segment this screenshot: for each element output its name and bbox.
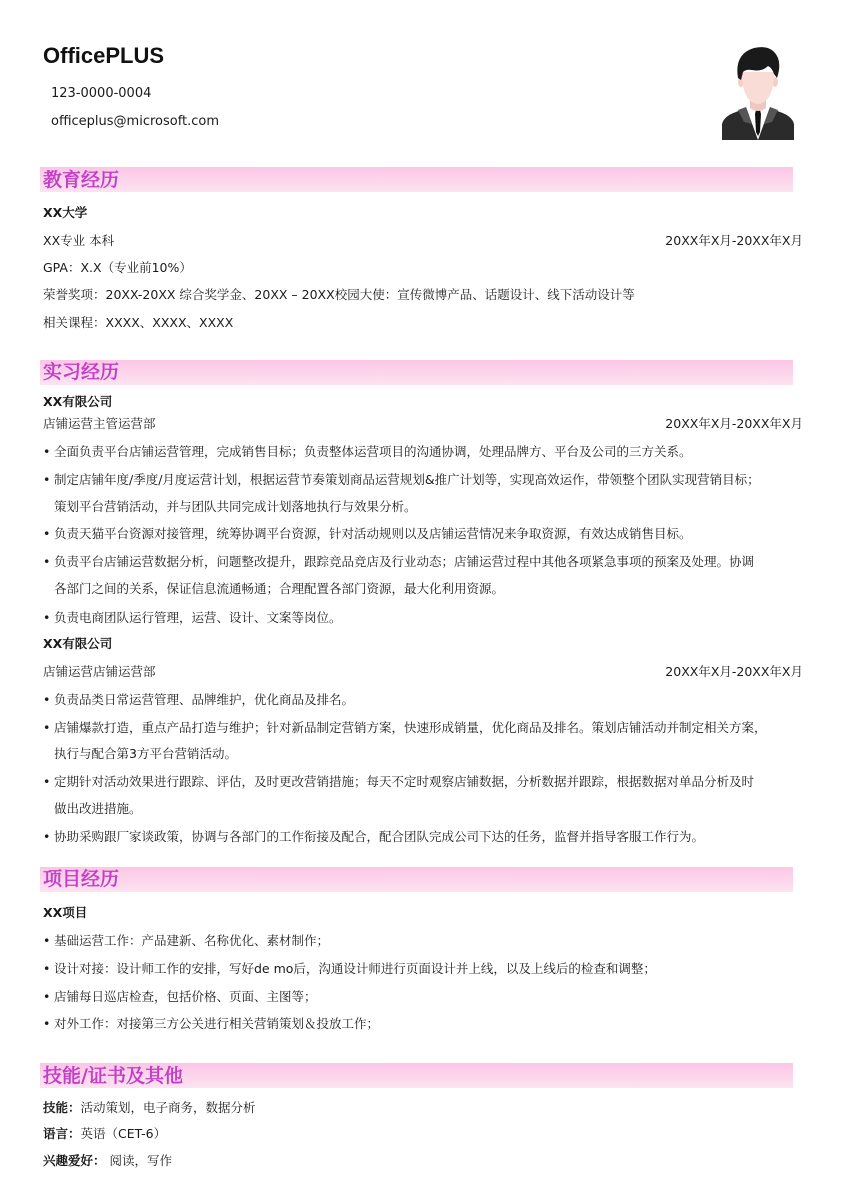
hobby-value: 阅读，写作 — [105, 1153, 172, 1168]
gpa: GPA：X.X（专业前10%） — [43, 260, 192, 275]
projects-section-title: 项目经历 — [43, 868, 120, 890]
education-date: 20XX年X月-20XX年X月 — [665, 233, 803, 248]
bullet-dot-icon: • — [43, 444, 51, 459]
education-section-bar — [40, 167, 793, 192]
project-bullet: • 基础运营工作：产品建新、名称优化、素材制作； — [43, 933, 330, 948]
company-name: XX有限公司 — [43, 636, 113, 651]
job-bullet: • 定期针对活动效果进行跟踪、评估，及时更改营销措施；每天不定时观察店铺数据，分析数据并跟踪，根据数据对单品分析及时 — [43, 774, 755, 789]
project-bullet: • 店铺每日巡店检查，包括价格、页面、主图等； — [43, 989, 317, 1004]
job-bullet: • 协助采购跟厂家谈政策，协调与各部门的工作衔接及配合，配合团队完成公司下达的任务，监督并指导客服工作行为。 — [43, 829, 705, 844]
job-bullet: • 全面负责平台店铺运营管理，完成销售目标；负责整体运营项目的沟通协调，处理品牌方、平台及公司的三方关系。 — [43, 444, 692, 459]
avatar — [722, 44, 794, 140]
bullet-dot-icon: • — [43, 720, 51, 735]
skill-line — [43, 1102, 256, 1115]
job-bullet: • 负责品类日常运营管理、品牌维护，优化商品及排名。 — [43, 692, 355, 707]
job-bullet: • 负责电商团队运行管理，运营、设计、文案等岗位。 — [43, 610, 342, 625]
skill-value: 活动策划，电子商务，数据分析 — [80, 1100, 256, 1115]
major-degree: XX专业 本科 — [43, 233, 115, 248]
education-section-title: 教育经历 — [43, 169, 120, 191]
job-role: 店铺运营店铺运营部 — [43, 664, 156, 679]
job-bullet: • 负责天猫平台资源对接管理，统筹协调平台资源，针对活动规则以及店铺运营情况来争取资源，有效达成销售目标。 — [43, 526, 692, 541]
language-line — [43, 1128, 166, 1141]
courses: 相关课程：XXXX、XXXX、XXXX — [43, 315, 234, 330]
bullet-dot-icon: • — [43, 961, 51, 976]
job-bullet-continuation: 各部门之间的关系，保证信息流通畅通；合理配置各部门资源，最大化利用资源。 — [54, 581, 505, 596]
bullet-dot-icon: • — [43, 774, 51, 789]
job-date: 20XX年X月-20XX年X月 — [665, 416, 803, 431]
hobby-label: 兴趣爱好： — [43, 1153, 106, 1168]
school-name: XX大学 — [43, 205, 88, 220]
skill-label: 技能： — [43, 1100, 81, 1115]
job-bullet: • 制定店铺年度/季度/月度运营计划，根据运营节奏策划商品运营规划&推广计划等，实现高效运作，带领整个团队实现营销目标； — [43, 472, 760, 487]
bullet-dot-icon: • — [43, 933, 51, 948]
hobby-line — [43, 1155, 172, 1168]
job-bullet: • 负责平台店铺运营数据分析，问题整改提升，跟踪竞品竞店及行业动态；店铺运营过程中其他各项紧急事项的预案及处理。协调 — [43, 554, 755, 569]
project-bullet: • 对外工作：对接第三方公关进行相关营销策划＆投放工作； — [43, 1016, 380, 1031]
male-avatar-icon — [722, 44, 794, 140]
language-label: 语言： — [43, 1126, 81, 1141]
skills-section-title: 技能/证书及其他 — [43, 1065, 183, 1087]
job-bullet-continuation: 执行与配合第3方平台营销活动。 — [54, 746, 237, 761]
project-bullet: • 设计对接：设计师工作的安排，写好de mo后，沟通设计师进行页面设计并上线，以及上线后的检查和调整； — [43, 961, 656, 976]
job-bullet: • 店铺爆款打造，重点产品打造与维护；针对新品制定营销方案，快速形成销量，优化商品及排名。策划店铺活动并制定相关方案， — [43, 720, 767, 735]
bullet-dot-icon: • — [43, 989, 51, 1004]
bullet-dot-icon: • — [43, 526, 51, 541]
projects-section-bar — [40, 867, 793, 892]
bullet-dot-icon: • — [43, 472, 51, 487]
bullet-dot-icon: • — [43, 692, 51, 707]
bullet-dot-icon: • — [43, 1016, 51, 1031]
email-address: officeplus@microsoft.com — [51, 114, 220, 129]
job-role: 店铺运营主管运营部 — [43, 416, 156, 431]
bullet-dot-icon: • — [43, 554, 51, 569]
language-value: 英语（CET-6） — [80, 1126, 167, 1141]
bullet-dot-icon: • — [43, 829, 51, 844]
honors: 荣誉奖项：20XX-20XX 综合奖学金、20XX – 20XX校园大使：宣传微博产品、话题设计、线下活动设计等 — [43, 287, 635, 302]
job-date: 20XX年X月-20XX年X月 — [665, 664, 803, 679]
company-name: XX有限公司 — [43, 394, 113, 409]
project-name: XX项目 — [43, 905, 88, 920]
internship-section-bar — [40, 360, 793, 385]
bullet-dot-icon: • — [43, 610, 51, 625]
internship-section-title: 实习经历 — [43, 361, 120, 383]
job-bullet-continuation: 做出改进措施。 — [54, 801, 142, 816]
phone-number: 123-0000-0004 — [51, 86, 152, 101]
job-bullet-continuation: 策划平台营销活动，并与团队共同完成计划落地执行与效果分析。 — [54, 499, 417, 514]
candidate-name: OfficePLUS — [43, 43, 165, 68]
